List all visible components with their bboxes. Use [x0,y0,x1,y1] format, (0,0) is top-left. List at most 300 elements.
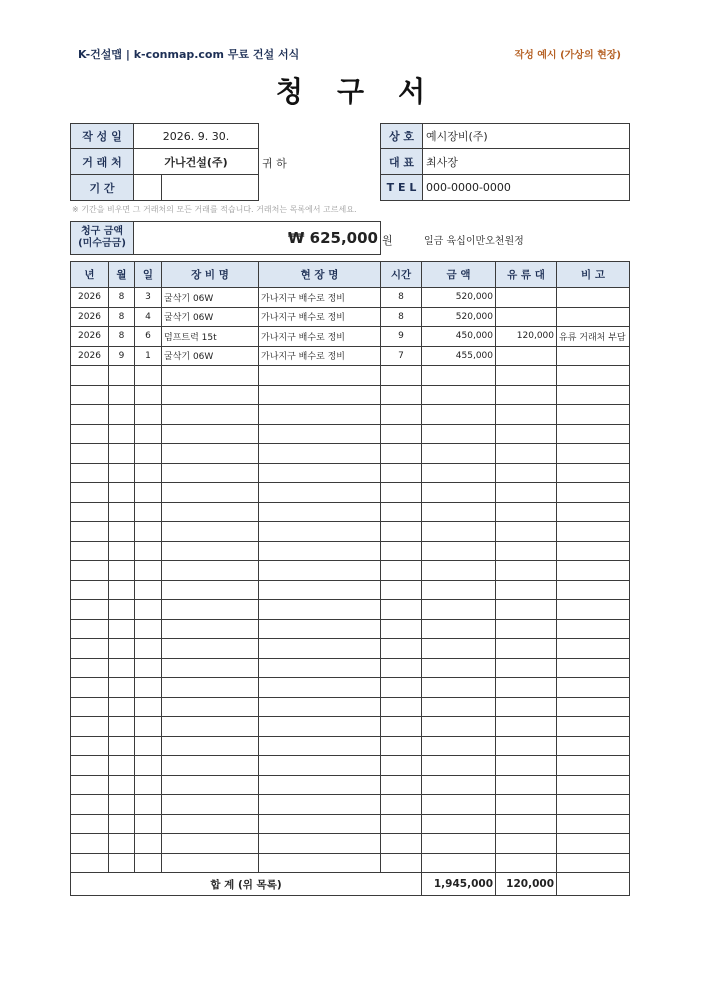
cell-fuel[interactable] [496,463,557,483]
cell-fuel[interactable] [496,405,557,425]
cell-month[interactable] [109,678,135,698]
cell-fuel[interactable] [496,678,557,698]
cell-year[interactable] [71,814,109,834]
cell-day[interactable] [135,834,162,854]
ceo-value[interactable]: 최사장 [422,148,630,175]
cell-site[interactable] [259,775,381,795]
cell-amount[interactable] [422,814,496,834]
cell-month[interactable]: 8 [109,307,135,327]
cell-day[interactable] [135,795,162,815]
cell-fuel[interactable] [496,736,557,756]
table-row-empty [71,541,630,561]
cell-month[interactable] [109,775,135,795]
cell-equipment[interactable] [162,619,259,639]
cell-day[interactable] [135,600,162,620]
cell-hours[interactable] [381,853,422,873]
cell-month[interactable] [109,736,135,756]
cell-month[interactable] [109,502,135,522]
cell-remarks[interactable] [557,405,630,425]
cell-equipment[interactable] [162,366,259,386]
cell-fuel[interactable] [496,288,557,308]
cell-fuel[interactable] [496,522,557,542]
cell-site[interactable] [259,736,381,756]
cell-day[interactable] [135,561,162,581]
cell-year[interactable] [71,502,109,522]
cell-month[interactable] [109,366,135,386]
cell-hours[interactable] [381,619,422,639]
cell-site[interactable] [259,795,381,815]
cell-day[interactable] [135,736,162,756]
cell-hours[interactable] [381,366,422,386]
cell-day[interactable] [135,541,162,561]
cell-fuel[interactable] [496,580,557,600]
cell-day[interactable]: 6 [135,327,162,347]
cell-amount[interactable] [422,405,496,425]
cell-equipment[interactable] [162,853,259,873]
cell-year[interactable] [71,580,109,600]
cell-day[interactable] [135,463,162,483]
document-title: 청구서 [275,75,460,108]
cell-day[interactable] [135,444,162,464]
cell-hours[interactable] [381,795,422,815]
cell-remarks[interactable] [557,444,630,464]
cell-year[interactable] [71,561,109,581]
table-row-empty [71,366,630,386]
cell-site[interactable]: 가나지구 배수로 정비 [259,327,381,347]
cell-hours[interactable] [381,639,422,659]
cell-remarks[interactable] [557,346,630,366]
cell-remarks[interactable] [557,619,630,639]
cell-year[interactable] [71,405,109,425]
period-from[interactable] [133,174,162,201]
cell-remarks[interactable] [557,834,630,854]
cell-fuel[interactable] [496,756,557,776]
amount-unit: 원 [382,234,393,247]
cell-month[interactable] [109,853,135,873]
cell-day[interactable] [135,814,162,834]
cell-site[interactable] [259,834,381,854]
cell-day[interactable]: 3 [135,288,162,308]
total-amount: 1,945,000 [422,873,496,896]
cell-equipment[interactable] [162,541,259,561]
cell-equipment[interactable] [162,814,259,834]
table-row-empty [71,658,630,678]
cell-site[interactable]: 가나지구 배수로 정비 [259,346,381,366]
cell-site[interactable] [259,385,381,405]
cell-year[interactable] [71,600,109,620]
cell-year[interactable] [71,639,109,659]
cell-year[interactable] [71,541,109,561]
table-row-empty [71,580,630,600]
cell-day[interactable] [135,405,162,425]
cell-amount[interactable] [422,366,496,386]
cell-hours[interactable] [381,678,422,698]
cell-site[interactable] [259,444,381,464]
cell-fuel[interactable] [496,307,557,327]
cell-fuel[interactable] [496,834,557,854]
table-row-empty [71,619,630,639]
cell-month[interactable] [109,619,135,639]
cell-site[interactable] [259,483,381,503]
table-row-empty [71,717,630,737]
cell-amount[interactable] [422,717,496,737]
cell-amount[interactable] [422,483,496,503]
cell-site[interactable] [259,541,381,561]
cell-hours[interactable]: 8 [381,307,422,327]
cell-remarks[interactable] [557,385,630,405]
cell-fuel[interactable] [496,502,557,522]
cell-remarks[interactable] [557,756,630,776]
cell-hours[interactable] [381,756,422,776]
cell-amount[interactable] [422,424,496,444]
cell-equipment[interactable] [162,405,259,425]
cell-year[interactable] [71,736,109,756]
cell-year[interactable] [71,522,109,542]
cell-amount[interactable] [422,678,496,698]
cell-year[interactable] [71,853,109,873]
cell-site[interactable] [259,366,381,386]
cell-site[interactable] [259,756,381,776]
cell-site[interactable]: 가나지구 배수로 정비 [259,307,381,327]
cell-amount[interactable] [422,541,496,561]
table-row [71,307,630,327]
cell-hours[interactable] [381,463,422,483]
total-fuel: 120,000 [496,873,557,896]
cell-day[interactable] [135,522,162,542]
cell-day[interactable] [135,385,162,405]
cell-site[interactable] [259,502,381,522]
cell-year[interactable] [71,424,109,444]
cell-fuel[interactable] [496,853,557,873]
cell-fuel[interactable]: 120,000 [496,327,557,347]
client-value[interactable]: 가나건설(주) [133,148,259,175]
table-row-empty [71,600,630,620]
cell-fuel[interactable] [496,795,557,815]
cell-equipment[interactable] [162,697,259,717]
cell-day[interactable] [135,853,162,873]
cell-site[interactable] [259,619,381,639]
column-header-remarks: 비 고 [557,262,630,288]
cell-year[interactable] [71,697,109,717]
cell-day[interactable] [135,639,162,659]
cell-equipment[interactable]: 굴삭기 06W [162,288,259,308]
cell-equipment[interactable] [162,639,259,659]
cell-amount[interactable] [422,736,496,756]
cell-amount[interactable] [422,444,496,464]
cell-hours[interactable] [381,444,422,464]
cell-amount[interactable] [422,853,496,873]
cell-hours[interactable] [381,405,422,425]
cell-equipment[interactable]: 덤프트럭 15t [162,327,259,347]
cell-day[interactable] [135,424,162,444]
table-row-empty [71,853,630,873]
cell-month[interactable] [109,522,135,542]
cell-month[interactable]: 8 [109,288,135,308]
cell-month[interactable] [109,697,135,717]
cell-fuel[interactable] [496,444,557,464]
amount-label-line1: 청구 금액 [80,226,124,237]
cell-day[interactable]: 4 [135,307,162,327]
cell-remarks[interactable] [557,678,630,698]
cell-site[interactable] [259,717,381,737]
cell-month[interactable] [109,795,135,815]
cell-site[interactable] [259,600,381,620]
cell-month[interactable] [109,561,135,581]
cell-amount[interactable] [422,580,496,600]
cell-remarks[interactable] [557,307,630,327]
cell-fuel[interactable] [496,366,557,386]
table-row-empty [71,424,630,444]
cell-month[interactable] [109,717,135,737]
cell-month[interactable] [109,405,135,425]
date-value[interactable]: 2026. 9. 30. [133,123,259,149]
cell-year[interactable]: 2026 [71,307,109,327]
cell-site[interactable] [259,814,381,834]
cell-remarks[interactable] [557,561,630,581]
cell-remarks[interactable] [557,288,630,308]
cell-remarks[interactable] [557,717,630,737]
cell-day[interactable] [135,483,162,503]
cell-day[interactable] [135,658,162,678]
cell-amount[interactable]: 520,000 [422,288,496,308]
cell-year[interactable] [71,463,109,483]
cell-site[interactable] [259,678,381,698]
cell-site[interactable] [259,561,381,581]
cell-remarks[interactable] [557,541,630,561]
cell-remarks[interactable] [557,639,630,659]
cell-site[interactable] [259,405,381,425]
cell-year[interactable] [71,385,109,405]
cell-amount[interactable]: 520,000 [422,307,496,327]
cell-month[interactable] [109,444,135,464]
cell-hours[interactable] [381,522,422,542]
cell-remarks[interactable] [557,736,630,756]
cell-day[interactable] [135,619,162,639]
cell-remarks[interactable] [557,697,630,717]
company-value[interactable]: 예시장비(주) [422,123,630,149]
cell-remarks[interactable] [557,600,630,620]
table-row-empty [71,502,630,522]
cell-year[interactable] [71,444,109,464]
cell-fuel[interactable] [496,697,557,717]
cell-fuel[interactable] [496,619,557,639]
cell-amount[interactable] [422,639,496,659]
cell-hours[interactable] [381,658,422,678]
cell-hours[interactable] [381,717,422,737]
cell-remarks[interactable] [557,658,630,678]
cell-hours[interactable]: 7 [381,346,422,366]
cell-year[interactable] [71,366,109,386]
cell-equipment[interactable] [162,561,259,581]
cell-year[interactable] [71,775,109,795]
cell-amount[interactable] [422,561,496,581]
cell-day[interactable] [135,502,162,522]
cell-year[interactable] [71,678,109,698]
cell-equipment[interactable] [162,658,259,678]
cell-month[interactable] [109,483,135,503]
cell-fuel[interactable] [496,483,557,503]
cell-day[interactable] [135,678,162,698]
cell-amount[interactable] [422,697,496,717]
table-row-empty [71,775,630,795]
cell-fuel[interactable] [496,717,557,737]
cell-month[interactable] [109,756,135,776]
cell-equipment[interactable] [162,483,259,503]
cell-equipment[interactable] [162,756,259,776]
cell-equipment[interactable] [162,600,259,620]
cell-month[interactable]: 9 [109,346,135,366]
cell-fuel[interactable] [496,814,557,834]
cell-day[interactable] [135,580,162,600]
cell-hours[interactable] [381,736,422,756]
cell-fuel[interactable] [496,561,557,581]
cell-month[interactable] [109,463,135,483]
cell-year[interactable] [71,619,109,639]
cell-equipment[interactable] [162,522,259,542]
cell-day[interactable] [135,366,162,386]
cell-remarks[interactable] [557,853,630,873]
cell-site[interactable] [259,658,381,678]
cell-hours[interactable]: 8 [381,288,422,308]
cell-fuel[interactable] [496,639,557,659]
cell-fuel[interactable] [496,424,557,444]
cell-year[interactable] [71,756,109,776]
cell-hours[interactable] [381,483,422,503]
cell-equipment[interactable] [162,580,259,600]
cell-equipment[interactable]: 굴삭기 06W [162,307,259,327]
cell-remarks[interactable] [557,775,630,795]
cell-amount[interactable] [422,619,496,639]
cell-equipment[interactable] [162,736,259,756]
cell-remarks[interactable] [557,463,630,483]
cell-hours[interactable] [381,561,422,581]
cell-fuel[interactable] [496,775,557,795]
cell-fuel[interactable] [496,385,557,405]
cell-hours[interactable] [381,541,422,561]
cell-month[interactable] [109,541,135,561]
cell-amount[interactable] [422,756,496,776]
cell-month[interactable] [109,580,135,600]
cell-remarks[interactable] [557,522,630,542]
cell-year[interactable] [71,483,109,503]
cell-remarks[interactable] [557,814,630,834]
cell-equipment[interactable] [162,424,259,444]
cell-equipment[interactable]: 굴삭기 06W [162,346,259,366]
cell-year[interactable] [71,658,109,678]
cell-year[interactable] [71,795,109,815]
cell-remarks[interactable] [557,424,630,444]
cell-equipment[interactable] [162,444,259,464]
cell-amount[interactable] [422,502,496,522]
table-row-empty [71,483,630,503]
cell-month[interactable] [109,658,135,678]
cell-year[interactable] [71,834,109,854]
period-to[interactable] [161,174,259,201]
cell-equipment[interactable] [162,775,259,795]
cell-site[interactable] [259,522,381,542]
cell-site[interactable]: 가나지구 배수로 정비 [259,288,381,308]
cell-hours[interactable] [381,502,422,522]
cell-fuel[interactable] [496,658,557,678]
cell-amount[interactable] [422,658,496,678]
table-row [71,288,630,308]
cell-amount[interactable] [422,834,496,854]
cell-amount[interactable] [422,600,496,620]
cell-equipment[interactable] [162,678,259,698]
cell-month[interactable]: 8 [109,327,135,347]
cell-site[interactable] [259,639,381,659]
cell-hours[interactable] [381,834,422,854]
cell-amount[interactable]: 455,000 [422,346,496,366]
cell-equipment[interactable] [162,385,259,405]
cell-amount[interactable] [422,795,496,815]
company-label: 상 호 [380,123,423,149]
cell-remarks[interactable] [557,795,630,815]
cell-year[interactable]: 2026 [71,327,109,347]
cell-day[interactable] [135,697,162,717]
cell-equipment[interactable] [162,717,259,737]
cell-month[interactable] [109,639,135,659]
cell-amount[interactable] [422,775,496,795]
cell-fuel[interactable] [496,541,557,561]
cell-equipment[interactable] [162,463,259,483]
cell-remarks[interactable]: 유류 거래처 부담 [557,327,630,347]
cell-remarks[interactable] [557,580,630,600]
cell-site[interactable] [259,424,381,444]
cell-equipment[interactable] [162,502,259,522]
cell-month[interactable] [109,834,135,854]
cell-remarks[interactable] [557,366,630,386]
cell-year[interactable] [71,717,109,737]
cell-hours[interactable] [381,385,422,405]
cell-site[interactable] [259,853,381,873]
cell-equipment[interactable] [162,834,259,854]
cell-month[interactable] [109,424,135,444]
cell-amount[interactable] [422,522,496,542]
cell-month[interactable] [109,385,135,405]
cell-site[interactable] [259,463,381,483]
cell-site[interactable] [259,697,381,717]
cell-hours[interactable] [381,424,422,444]
cell-year[interactable]: 2026 [71,288,109,308]
cell-fuel[interactable] [496,346,557,366]
cell-day[interactable]: 1 [135,346,162,366]
cell-amount[interactable] [422,385,496,405]
cell-hours[interactable] [381,580,422,600]
cell-amount[interactable] [422,463,496,483]
tel-value[interactable]: 000-0000-0000 [422,174,630,201]
cell-site[interactable] [259,580,381,600]
cell-remarks[interactable] [557,502,630,522]
cell-amount[interactable]: 450,000 [422,327,496,347]
cell-month[interactable] [109,600,135,620]
cell-hours[interactable] [381,600,422,620]
cell-hours[interactable] [381,814,422,834]
cell-hours[interactable] [381,697,422,717]
cell-day[interactable] [135,775,162,795]
period-note: ※ 기간을 비우면 그 거래처의 모든 거래를 적습니다. 거래처는 목록에서 고르세요. [72,205,357,214]
cell-hours[interactable] [381,775,422,795]
cell-hours[interactable]: 9 [381,327,422,347]
cell-fuel[interactable] [496,600,557,620]
cell-day[interactable] [135,717,162,737]
cell-day[interactable] [135,756,162,776]
cell-year[interactable]: 2026 [71,346,109,366]
date-label: 작 성 일 [70,123,134,149]
cell-month[interactable] [109,814,135,834]
cell-equipment[interactable] [162,795,259,815]
cell-remarks[interactable] [557,483,630,503]
